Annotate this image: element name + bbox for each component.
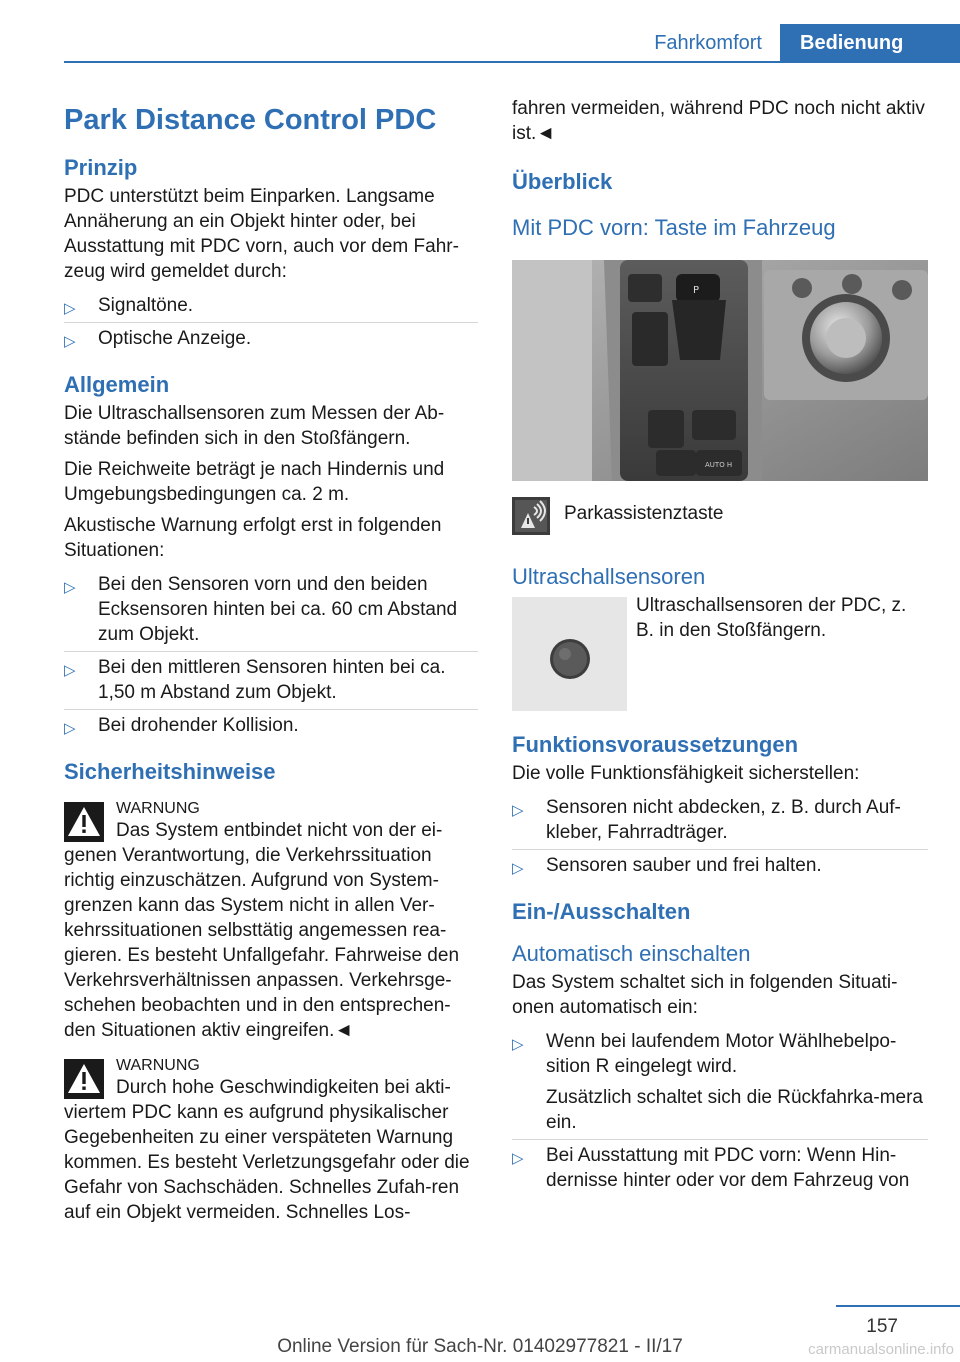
triangle-bullet-icon: ▷ [64, 333, 76, 350]
heading-automatisch-einschalten: Automatisch einschalten [512, 941, 751, 966]
page-number: 157 [866, 1316, 898, 1337]
triangle-bullet-icon: ▷ [512, 802, 524, 819]
allgemein-p2: Die Reichweite beträgt je nach Hindernis und Umgebungsbedingungen ca. 2 m. [64, 459, 445, 505]
auto-h-label: AUTO H [705, 461, 733, 469]
list-item: ▷ Bei den mittleren Sensoren hinten bei ca. 1,50 m Abstand zum Objekt. [64, 652, 478, 710]
heading-prinzip: Prinzip [64, 155, 138, 180]
page-title: Park Distance Control PDC [64, 104, 437, 136]
triangle-bullet-icon: ▷ [64, 300, 76, 317]
triangle-bullet-icon: ▷ [512, 1150, 524, 1167]
pdc-button-legend [512, 497, 928, 541]
heading-pdc-vorn: Mit PDC vorn: Taste im Fahrzeug [512, 215, 836, 240]
triangle-bullet-icon: ▷ [64, 720, 76, 737]
triangle-bullet-icon: ▷ [64, 662, 76, 679]
list-item: ▷ Bei den Sensoren vorn und den beiden Ecksensoren hinten bei ca. 60 cm Abstand zum Objekt. [64, 569, 478, 652]
warning-2-text: Durch hohe Geschwindigkeiten bei akti-viertem PDC kann es aufgrund physikalischer Gegebenheiten zu einer verspäteten Warnung kommen. Es besteht Verletzungsgefahr oder die Gefahr von Sachschäden. Schnelles Zufah-ren auf ein Objekt vermeiden. Schnelles Los- [64, 1077, 470, 1223]
warning-1-text: Das System entbindet nicht von der ei-genen Verantwortung, die Verkehrssituation richtig einzuschätzen. Aufgrund von System-grenzen kann das System nicht in allen Ver-kehrssituationen selbsttätig angemessen rea-gieren. Es besteht Unfallgefahr. Fahrweise den Verkehrsverhältnissen anpassen. Verkehrsge-schehen beobachten und in den entsprechen-den Situationen aktiv eingreifen.◄ [64, 820, 460, 1041]
list-item: ▷ Bei drohender Kollision. [64, 710, 478, 742]
funktion-list [512, 792, 928, 882]
right-column [512, 96, 928, 1201]
left-column [64, 96, 478, 1231]
heading-ueberblick: Überblick [512, 169, 613, 194]
list-item: ▷ Bei Ausstattung mit PDC vorn: Wenn Hin-dernisse hinter oder vor dem Fahrzeug von [512, 1145, 910, 1191]
prinzip-list [64, 290, 478, 355]
warning-1 [64, 800, 478, 1043]
auto-text: Das System schaltet sich in folgenden Situati-onen automatisch ein: [512, 972, 898, 1018]
header-rule [64, 61, 960, 63]
list-item: ▷ Signaltöne. [64, 290, 478, 323]
list-item: ▷ Optische Anzeige. [64, 323, 478, 355]
list-item: ▷ Sensoren sauber und frei halten. [512, 850, 928, 882]
allgemein-p3: Akustische Warnung erfolgt erst in folgenden Situationen: [64, 515, 442, 561]
list-item: ▷ Wenn bei laufendem Motor Wählhebelpo-sition R eingelegt wird. Zusätzlich schaltet sich die Rückfahrka-mera ein. [512, 1026, 928, 1140]
sensor-block [512, 593, 928, 711]
header-tabs [636, 24, 960, 62]
list-item: ▷ Sensoren nicht abdecken, z. B. durch Auf-kleber, Fahrradträger. [512, 792, 928, 850]
tab-fahrkomfort[interactable]: Fahrkomfort [654, 32, 762, 54]
prinzip-text: PDC unterstützt beim Einparken. Langsame Annäherung an ein Objekt hinter oder, bei Ausstattung mit PDC vorn, auch vor dem Fahr-zeug wird gemeldet durch: [64, 186, 459, 282]
heading-ein-ausschalten: Ein-/Ausschalten [512, 899, 691, 924]
center-console-photo [512, 260, 928, 481]
allgemein-p1: Die Ultraschallsensoren zum Messen der Ab-stände befinden sich in den Stoßfängern. [64, 403, 445, 449]
warning-triangle-icon [64, 802, 104, 842]
online-version: Online Version für Sach-Nr. 01402977821 - II/17 [277, 1336, 683, 1357]
triangle-bullet-icon: ▷ [64, 579, 76, 596]
sensor-text: Ultraschallsensoren der PDC, z. B. in den Stoßfängern. [636, 595, 907, 641]
warning-triangle-icon [64, 1059, 104, 1099]
warning-2 [64, 1057, 478, 1225]
ultrasonic-sensor-photo [512, 597, 627, 711]
continuation-text: fahren vermeiden, während PDC noch nicht aktiv ist.◄ [512, 98, 925, 144]
warning-1-label: WARNUNG [116, 800, 200, 817]
auto-list [512, 1026, 928, 1197]
pdc-button-label: Parkassistenztaste [564, 503, 724, 524]
heading-ultraschallsensoren: Ultraschallsensoren [512, 564, 706, 589]
triangle-bullet-icon: ▷ [512, 860, 524, 877]
park-assist-button-icon [512, 497, 550, 535]
heading-funktionsvoraussetzungen: Funktionsvoraussetzungen [512, 732, 799, 757]
triangle-bullet-icon: ▷ [512, 1036, 524, 1053]
funktion-text: Die volle Funktionsfähigkeit sicherstellen: [512, 763, 860, 784]
tab-bedienung[interactable]: Bedienung [780, 24, 960, 62]
footer-rule [836, 1305, 960, 1307]
center-console-illustration [512, 260, 928, 481]
allgemein-list [64, 569, 478, 742]
watermark: carmanualsonline.info [808, 1341, 954, 1358]
warning-2-label: WARNUNG [116, 1057, 200, 1074]
heading-allgemein: Allgemein [64, 372, 170, 397]
gear-p-label: P [693, 285, 700, 296]
heading-sicherheitshinweise: Sicherheitshinweise [64, 759, 276, 784]
